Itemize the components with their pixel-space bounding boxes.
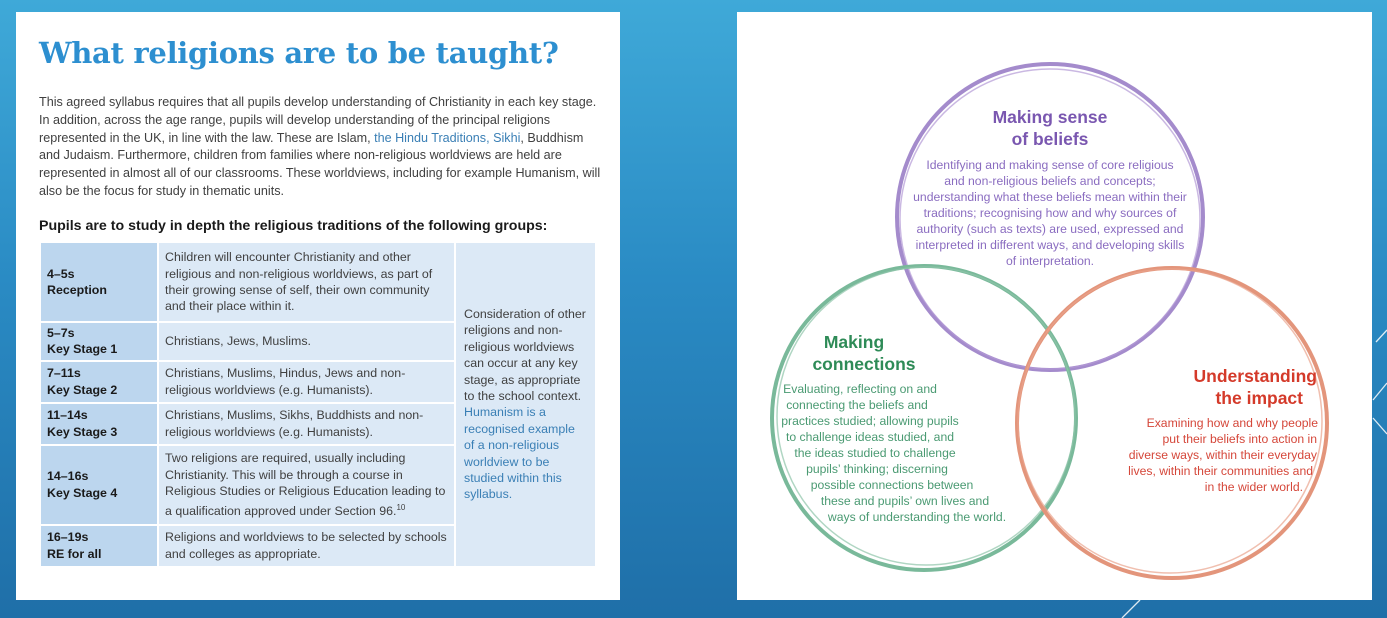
- beliefs-title-line1: Making sense: [992, 107, 1108, 127]
- age-cell: 5–7s Key Stage 1: [40, 322, 158, 361]
- footnote-marker: 10: [396, 502, 406, 512]
- beliefs-text-line: authority (such as texts) are used, expressed and: [916, 222, 1184, 236]
- age-cell: 4–5s Reception: [40, 242, 158, 322]
- impact-text-line: Examining how and why people: [1146, 416, 1318, 430]
- beliefs-text-line: of interpretation.: [1005, 254, 1095, 268]
- impact-text-line: put their beliefs into action in: [1162, 432, 1317, 446]
- row-description: Christians, Muslims, Hindus, Jews and non-religious worldviews (e.g. Humanists).: [158, 361, 455, 403]
- page-title: What religions are to be taught?: [39, 36, 559, 70]
- deco-line: [1122, 600, 1140, 618]
- side-note-text: Consideration of other religions and non-religious worldviews can occur at any key stage, as appropriate to the school context.: [464, 306, 586, 403]
- syllabus-page: [16, 12, 620, 600]
- age-cell: 11–14s Key Stage 3: [40, 403, 158, 445]
- venn-diagram: [737, 12, 1372, 600]
- venn-diagram-page: [737, 12, 1372, 600]
- beliefs-text-line: Identifying and making sense of core religious: [926, 158, 1174, 172]
- impact-text-line: diverse ways, within their everyday: [1128, 448, 1317, 462]
- key-stage-table: [39, 241, 597, 568]
- intro-text-1: This agreed syllabus requires that all pupils develop understanding of Christianity in each key stage. In addition, across the age range, pupils will develop understanding of the principal religions represented in the UK, in line with the law. These are Islam,: [39, 95, 597, 145]
- side-note-highlight: Humanism is a recognised example of a non-religious worldview to be studied within this syllabus.: [464, 405, 575, 502]
- impact-text-line: in the wider world.: [1204, 480, 1303, 494]
- connections-text-line: possible connections between: [810, 478, 974, 492]
- connections-text-line: these and pupils’ own lives and: [820, 494, 990, 508]
- intro-paragraph: [39, 94, 604, 201]
- age-cell: 16–19s RE for all: [40, 525, 158, 567]
- intro-text-2: , Buddhism and Judaism. Furthermore, children from families where non-religious worldviews are held are represented in almost all of our classrooms. These worldviews, including for example Humanism, will also be the focus for study in thematic units.: [39, 130, 601, 198]
- row-description: Children will encounter Christianity and other religious and non-religious worldviews, as part of their growing sense of self, their own community and their place within it.: [158, 242, 455, 322]
- row-description: Religions and worldviews to be selected by schools and colleges as appropriate.: [158, 525, 455, 567]
- beliefs-text-line: interpreted in different ways, and developing skills: [915, 238, 1185, 252]
- intro-highlight: the Hindu Traditions, Sikhi: [374, 130, 521, 145]
- impact-title-line2: the impact: [1215, 388, 1303, 408]
- deco-line: [1373, 418, 1387, 434]
- connections-text-line: connecting the beliefs and: [786, 398, 928, 412]
- connections-text-line: ways of understanding the world.: [827, 510, 1007, 524]
- connections-text-line: the ideas studied to challenge: [794, 446, 956, 460]
- impact-title-line1: Understanding: [1193, 366, 1317, 386]
- table-subheading: Pupils are to study in depth the religious traditions of the following groups:: [39, 218, 548, 234]
- row-description: Two religions are required, usually including Christianity. This will be through a course in Religious Studies or Religious Education leading to a qualification approved under Section 96.10: [158, 445, 455, 525]
- beliefs-text-line: and non-religious beliefs and concepts;: [944, 174, 1156, 188]
- side-note: [455, 242, 596, 567]
- beliefs-text-line: understanding what these beliefs mean within their: [913, 190, 1187, 204]
- connections-text-line: practices studied; allowing pupils: [781, 414, 959, 428]
- connections-text-line: pupils’ thinking; discerning: [806, 462, 948, 476]
- table-row: [40, 242, 596, 322]
- connections-text-line: to challenge ideas studied, and: [785, 430, 955, 444]
- beliefs-title-line2: of beliefs: [1011, 129, 1089, 149]
- row-description: Christians, Jews, Muslims.: [158, 322, 455, 361]
- age-cell: 14–16s Key Stage 4: [40, 445, 158, 525]
- age-cell: 7–11s Key Stage 2: [40, 361, 158, 403]
- deco-line: [1376, 330, 1387, 342]
- deco-line: [1373, 383, 1387, 400]
- row-description: Christians, Muslims, Sikhs, Buddhists and non-religious worldviews (e.g. Humanists).: [158, 403, 455, 445]
- impact-text-line: lives, within their communities and: [1128, 464, 1313, 478]
- connections-title-line1: Making: [823, 332, 885, 352]
- connections-title-line2: connections: [812, 354, 916, 374]
- beliefs-text-line: traditions; recognising how and why sources of: [923, 206, 1177, 220]
- connections-text-line: Evaluating, reflecting on and: [783, 382, 937, 396]
